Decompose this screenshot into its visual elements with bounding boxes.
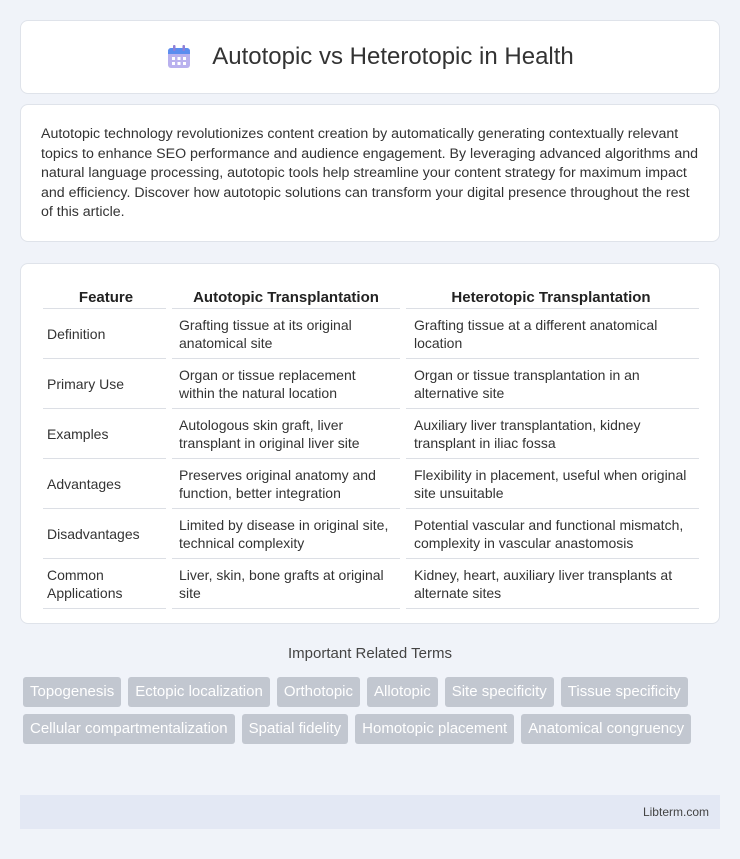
table-row <box>43 459 699 509</box>
row-heterotopic-cell: Kidney, heart, auxiliary liver transplants at alternate sites <box>403 559 699 609</box>
header-card <box>20 20 720 94</box>
comparison-table <box>43 284 699 609</box>
title-wrap <box>166 43 574 71</box>
intro-paragraph: Autotopic technology revolutionizes content creation by automatically generating contextually relevant topics to enhance SEO performance and audience engagement. By leveraging advanced algorithms and natural language processing, autotopic tools help streamline your content strategy for maximum impact and efficiency. Discover how autotopic solutions can transform your digital presence throughout the rest of this article. <box>41 126 698 220</box>
row-feature-cell: Advantages <box>43 459 169 509</box>
table-row <box>43 359 699 409</box>
related-term-tag[interactable]: Topogenesis <box>23 677 121 707</box>
column-header-feature: Feature <box>43 284 169 309</box>
table-row <box>43 559 699 609</box>
row-heterotopic-cell: Organ or tissue transplantation in an alternative site <box>403 359 699 409</box>
column-header-heterotopic: Heterotopic Transplantation <box>403 284 699 309</box>
related-term-tag[interactable]: Spatial fidelity <box>242 714 349 744</box>
page-title: Autotopic vs Heterotopic in Health <box>212 43 574 70</box>
related-term-tag[interactable]: Orthotopic <box>277 677 360 707</box>
row-autotopic-cell: Autologous skin graft, liver transplant in original liver site <box>169 409 403 459</box>
related-term-tag[interactable]: Cellular compartmentalization <box>23 714 235 744</box>
table-row <box>43 509 699 559</box>
row-feature-cell: Disadvantages <box>43 509 169 559</box>
column-header-autotopic: Autotopic Transplantation <box>169 284 403 309</box>
comparison-table-card <box>20 263 720 624</box>
calendar-icon <box>166 44 192 70</box>
related-term-tag[interactable]: Site specificity <box>445 677 554 707</box>
table-header-row <box>43 284 699 309</box>
related-terms-heading: Important Related Terms <box>288 645 452 662</box>
related-terms-list <box>23 677 723 744</box>
row-autotopic-cell: Organ or tissue replacement within the natural location <box>169 359 403 409</box>
row-heterotopic-cell: Flexibility in placement, useful when original site unsuitable <box>403 459 699 509</box>
intro-card <box>20 104 720 242</box>
related-term-tag[interactable]: Anatomical congruency <box>521 714 691 744</box>
table-row <box>43 409 699 459</box>
row-autotopic-cell: Limited by disease in original site, technical complexity <box>169 509 403 559</box>
related-term-tag[interactable]: Tissue specificity <box>561 677 688 707</box>
row-heterotopic-cell: Grafting tissue at a different anatomical location <box>403 309 699 359</box>
footer-site-link[interactable]: Libterm.com <box>642 805 709 819</box>
row-heterotopic-cell: Potential vascular and functional mismatch, complexity in vascular anastomosis <box>403 509 699 559</box>
related-term-tag[interactable]: Homotopic placement <box>355 714 514 744</box>
related-term-tag[interactable]: Allotopic <box>367 677 438 707</box>
row-feature-cell: Common Applications <box>43 559 169 609</box>
row-feature-cell: Definition <box>43 309 169 359</box>
row-heterotopic-cell: Auxiliary liver transplantation, kidney transplant in iliac fossa <box>403 409 699 459</box>
table-row <box>43 309 699 359</box>
related-term-tag[interactable]: Ectopic localization <box>128 677 270 707</box>
row-feature-cell: Examples <box>43 409 169 459</box>
row-autotopic-cell: Preserves original anatomy and function, better integration <box>169 459 403 509</box>
row-autotopic-cell: Grafting tissue at its original anatomical site <box>169 309 403 359</box>
footer-bar <box>20 795 720 829</box>
row-feature-cell: Primary Use <box>43 359 169 409</box>
row-autotopic-cell: Liver, skin, bone grafts at original site <box>169 559 403 609</box>
